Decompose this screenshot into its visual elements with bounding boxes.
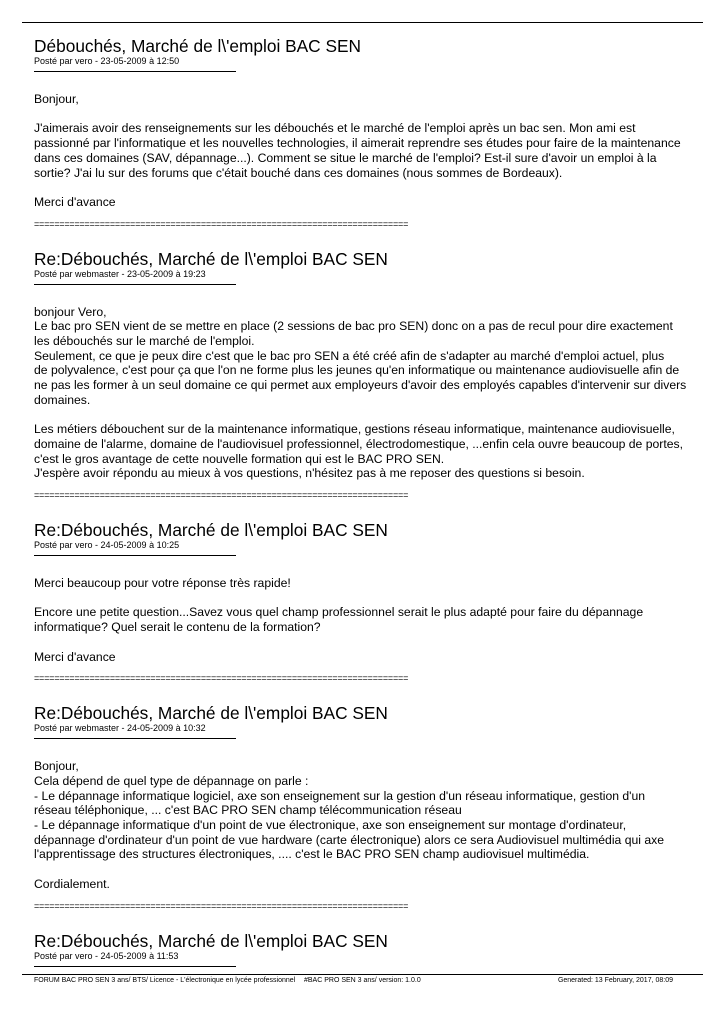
page-top-rule: [22, 22, 703, 23]
post-meta: Posté par vero - 24-05-2009 à 10:25: [34, 540, 180, 551]
post-header-rule: [34, 71, 236, 72]
post-paragraph: Encore une petite question...Savez vous quel champ professionnel serait le plus adapté pour faire du dépannage informatique? Quel serait le contenu de la formation?: [34, 605, 644, 635]
footer-version: #BAC PRO SEN 3 ans/ version: 1.0.0: [304, 977, 421, 984]
forum-post: [34, 704, 694, 910]
footer-rule: [22, 974, 703, 975]
forum-post: [34, 250, 694, 500]
post-header-rule: [34, 738, 236, 739]
post-separator: ==========================================================================: [34, 900, 409, 911]
footer-site-name: FORUM BAC PRO SEN 3 ans/ BTS/ Licence - L'électronique en lycée professionnel: [34, 977, 296, 984]
post-paragraph: Merci d'avance: [34, 194, 116, 209]
post-header-rule: [34, 284, 236, 285]
forum-post: [34, 37, 694, 229]
footer-generated-date: Generated: 13 February, 2017, 08:09: [557, 977, 673, 984]
post-title: Re:Débouchés, Marché de l\'emploi BAC SEN: [34, 930, 388, 951]
forum-post: [34, 521, 694, 683]
post-paragraph: Bonjour, Cela dépend de quel type de dépannage on parle : - Le dépannage informatique logiciel, axe son enseignement sur la gestion d'un réseau informatique, gestion d'un réseau téléphonique, ... c'est BAC PRO SEN champ télécommunication réseau - Le dépannage informatique d'un point de vue électronique, axe son enseignement sur montage d'ordinateur, dépannage d'ordinateur d'un point de vue hardware (carte électronique) alors ce sera Audiovisuel multimédia qui axe l'apprentissage des structures électroniques, .... c'est le BAC PRO SEN champ audiovisuel multimédia.: [34, 759, 664, 862]
post-separator: ==========================================================================: [34, 490, 409, 501]
post-title: Re:Débouchés, Marché de l\'emploi BAC SEN: [34, 703, 388, 724]
post-meta: Posté par webmaster - 23-05-2009 à 19:23: [34, 268, 206, 279]
post-header-rule: [34, 555, 236, 556]
post-title: Re:Débouchés, Marché de l\'emploi BAC SEN: [34, 248, 388, 269]
post-body: [34, 92, 694, 210]
post-separator: ==========================================================================: [34, 673, 409, 684]
post-header-rule: [34, 966, 236, 967]
post-body: [34, 305, 694, 481]
post-meta: Posté par vero - 24-05-2009 à 11:53: [34, 950, 179, 961]
post-meta: Posté par vero - 23-05-2009 à 12:50: [34, 56, 180, 66]
post-paragraph: Bonjour,: [34, 92, 79, 106]
post-body: [34, 759, 694, 891]
post-paragraph: J'aimerais avoir des renseignements sur les débouchés et le marché de l'emploi après un bac sen. Mon ami est passionné par l'informatique et les nouvelles technologies, il aimerait reprendre ses études pour faire de la maintenance dans ces domaines (SAV, dépannage...). Comment se situe le marché de l'emploi? Est-il sure d'avoir un emploi à la sortie? J'ai lu sur des forums que c'était bouché dans ces domaines (nous sommes de Bordeaux).: [34, 121, 681, 180]
post-meta: Posté par webmaster - 24-05-2009 à 10:32: [34, 723, 206, 734]
post-body: [34, 576, 694, 664]
post-paragraph: bonjour Vero, Le bac pro SEN vient de se mettre en place (2 sessions de bac pro SEN) donc on a pas de recul pour dire exactement les débouchés sur le marché de l'emploi. Seulement, ce que je peux dire c'est que le bac pro SEN a été créé afin de s'adapter au marché d'emploi actuel, plus de polyvalence, c'est pour ça que l'on ne forme plus les jeunes qu'en informatique ou maintenance audiovisuelle afin de ne pas les former à un seul domaine ce qui permet aux employeurs d'avoir des employés capables d'intervenir sur divers domaines.: [34, 304, 687, 407]
post-separator: ==========================================================================: [34, 218, 409, 229]
page-footer: [34, 976, 691, 986]
post-paragraph: Les métiers débouchent sur de la maintenance informatique, gestions réseau informatique, maintenance audiovisuelle, domaine de l'alarme, domaine de l'audiovisuel professionnel, électrodomestique, ...enfin cela ouvre beaucoup de portes, c'est le gros avantage de cette nouvelle formation qui est le BAC PRO SEN. J'espère avoir répondu au mieux à vos questions, n'hésitez pas à me reposer des questions si besoin.: [34, 422, 683, 481]
post-paragraph: Merci d'avance: [34, 649, 116, 664]
post-paragraph: Merci beaucoup pour votre réponse très rapide!: [34, 576, 291, 591]
forum-thread: [34, 37, 694, 988]
post-paragraph: Cordialement.: [34, 876, 110, 891]
post-title: Débouchés, Marché de l\'emploi BAC SEN: [34, 36, 361, 56]
forum-post: [34, 932, 694, 967]
post-title: Re:Débouchés, Marché de l\'emploi BAC SEN: [34, 520, 388, 541]
